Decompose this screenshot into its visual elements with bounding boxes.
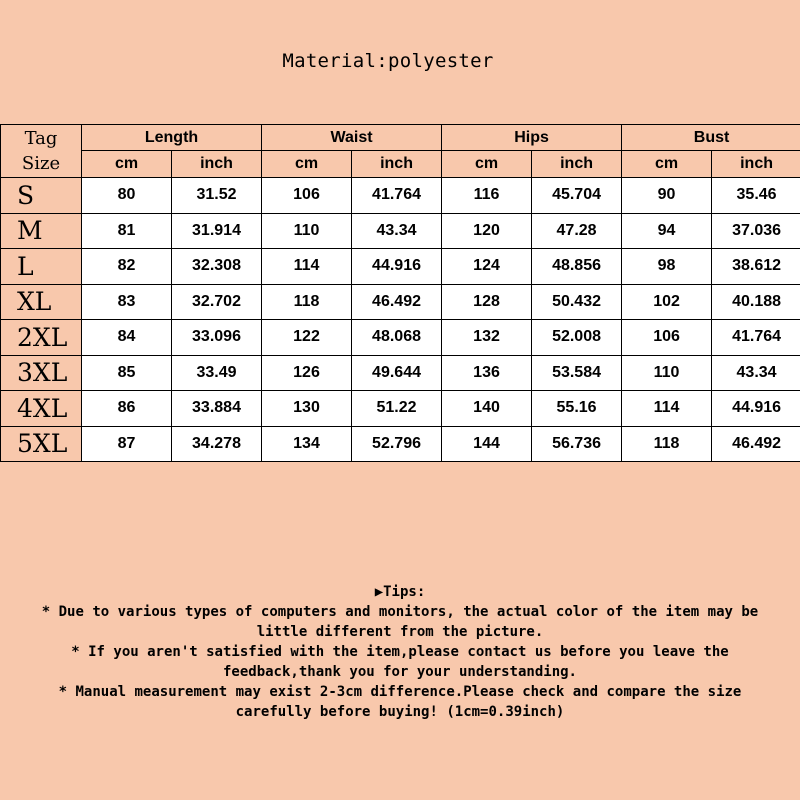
tip-line: * If you aren't satisfied with the item,please contact us before you leave the	[71, 644, 729, 660]
measurement-cell: 84	[82, 320, 172, 356]
measurement-cell: 45.704	[532, 178, 622, 214]
tip-line: * Manual measurement may exist 2-3cm difference.Please check and compare the size	[58, 684, 742, 700]
measurement-cell: 102	[622, 284, 712, 320]
unit-header: inch	[532, 151, 622, 178]
size-label: 3XL	[1, 355, 82, 391]
size-label: 4XL	[1, 391, 82, 427]
size-label: S	[1, 178, 82, 214]
measurement-cell: 126	[262, 355, 352, 391]
size-label: XL	[1, 284, 82, 320]
unit-header: cm	[82, 151, 172, 178]
measurement-cell: 32.308	[172, 249, 262, 285]
measurement-cell: 48.068	[352, 320, 442, 356]
measurement-cell: 130	[262, 391, 352, 427]
table-row	[1, 213, 800, 249]
measurement-cell: 56.736	[532, 426, 622, 462]
size-label: 2XL	[1, 320, 82, 356]
bust-header: Bust	[622, 125, 800, 151]
unit-header: cm	[622, 151, 712, 178]
measurement-cell: 144	[442, 426, 532, 462]
measurement-cell: 94	[622, 213, 712, 249]
tips-section	[0, 582, 800, 722]
unit-header: inch	[352, 151, 442, 178]
measurement-cell: 81	[82, 213, 172, 249]
measurement-cell: 106	[622, 320, 712, 356]
measurement-cell: 114	[622, 391, 712, 427]
measurement-cell: 34.278	[172, 426, 262, 462]
tip-line: little different from the picture.	[256, 624, 544, 640]
tag-header-line1: Tag	[24, 128, 58, 149]
tips-title: ▶Tips:	[374, 584, 426, 600]
table-row	[1, 426, 800, 462]
table-row	[1, 249, 800, 285]
group-header-row	[1, 125, 800, 151]
waist-header: Waist	[262, 125, 442, 151]
unit-header: cm	[262, 151, 352, 178]
tag-header-line2: Size	[21, 153, 61, 174]
measurement-cell: 33.884	[172, 391, 262, 427]
measurement-cell: 49.644	[352, 355, 442, 391]
measurement-cell: 118	[262, 284, 352, 320]
table-row	[1, 355, 800, 391]
measurement-cell: 40.188	[712, 284, 800, 320]
tip-line: carefully before buying! (1cm=0.39inch)	[235, 704, 565, 720]
measurement-cell: 51.22	[352, 391, 442, 427]
measurement-cell: 33.096	[172, 320, 262, 356]
measurement-cell: 50.432	[532, 284, 622, 320]
unit-header: inch	[712, 151, 800, 178]
measurement-cell: 118	[622, 426, 712, 462]
measurement-cell: 128	[442, 284, 532, 320]
material-title: Material:polyester	[282, 50, 494, 72]
table-row	[1, 178, 800, 214]
measurement-cell: 110	[262, 213, 352, 249]
measurement-cell: 52.008	[532, 320, 622, 356]
measurement-cell: 83	[82, 284, 172, 320]
measurement-cell: 31.914	[172, 213, 262, 249]
measurement-cell: 48.856	[532, 249, 622, 285]
measurement-cell: 140	[442, 391, 532, 427]
measurement-cell: 82	[82, 249, 172, 285]
measurement-cell: 55.16	[532, 391, 622, 427]
measurement-cell: 90	[622, 178, 712, 214]
measurement-cell: 43.34	[712, 355, 800, 391]
measurement-cell: 53.584	[532, 355, 622, 391]
tip-line: feedback,thank you for your understanding.	[222, 664, 577, 680]
size-label: 5XL	[1, 426, 82, 462]
measurement-cell: 87	[82, 426, 172, 462]
measurement-cell: 43.34	[352, 213, 442, 249]
table-row	[1, 320, 800, 356]
measurement-cell: 32.702	[172, 284, 262, 320]
measurement-cell: 35.46	[712, 178, 800, 214]
measurement-cell: 114	[262, 249, 352, 285]
measurement-cell: 44.916	[712, 391, 800, 427]
table-row	[1, 284, 800, 320]
measurement-cell: 85	[82, 355, 172, 391]
measurement-cell: 33.49	[172, 355, 262, 391]
hips-header: Hips	[442, 125, 622, 151]
measurement-cell: 86	[82, 391, 172, 427]
table-row	[1, 391, 800, 427]
size-chart-table	[0, 124, 800, 462]
size-label: M	[1, 213, 82, 249]
measurement-cell: 98	[622, 249, 712, 285]
size-label: L	[1, 249, 82, 285]
measurement-cell: 41.764	[352, 178, 442, 214]
measurement-cell: 106	[262, 178, 352, 214]
unit-header-row	[1, 151, 800, 178]
unit-header: cm	[442, 151, 532, 178]
length-header: Length	[82, 125, 262, 151]
measurement-cell: 116	[442, 178, 532, 214]
measurement-cell: 31.52	[172, 178, 262, 214]
measurement-cell: 37.036	[712, 213, 800, 249]
tip-line: * Due to various types of computers and monitors, the actual color of the item may be	[41, 604, 759, 620]
measurement-cell: 46.492	[712, 426, 800, 462]
measurement-cell: 38.612	[712, 249, 800, 285]
measurement-cell: 132	[442, 320, 532, 356]
measurement-cell: 46.492	[352, 284, 442, 320]
measurement-cell: 44.916	[352, 249, 442, 285]
tag-size-header	[1, 125, 82, 178]
measurement-cell: 47.28	[532, 213, 622, 249]
measurement-cell: 41.764	[712, 320, 800, 356]
measurement-cell: 136	[442, 355, 532, 391]
unit-header: inch	[172, 151, 262, 178]
measurement-cell: 80	[82, 178, 172, 214]
measurement-cell: 122	[262, 320, 352, 356]
measurement-cell: 124	[442, 249, 532, 285]
measurement-cell: 120	[442, 213, 532, 249]
measurement-cell: 110	[622, 355, 712, 391]
measurement-cell: 134	[262, 426, 352, 462]
measurement-cell: 52.796	[352, 426, 442, 462]
